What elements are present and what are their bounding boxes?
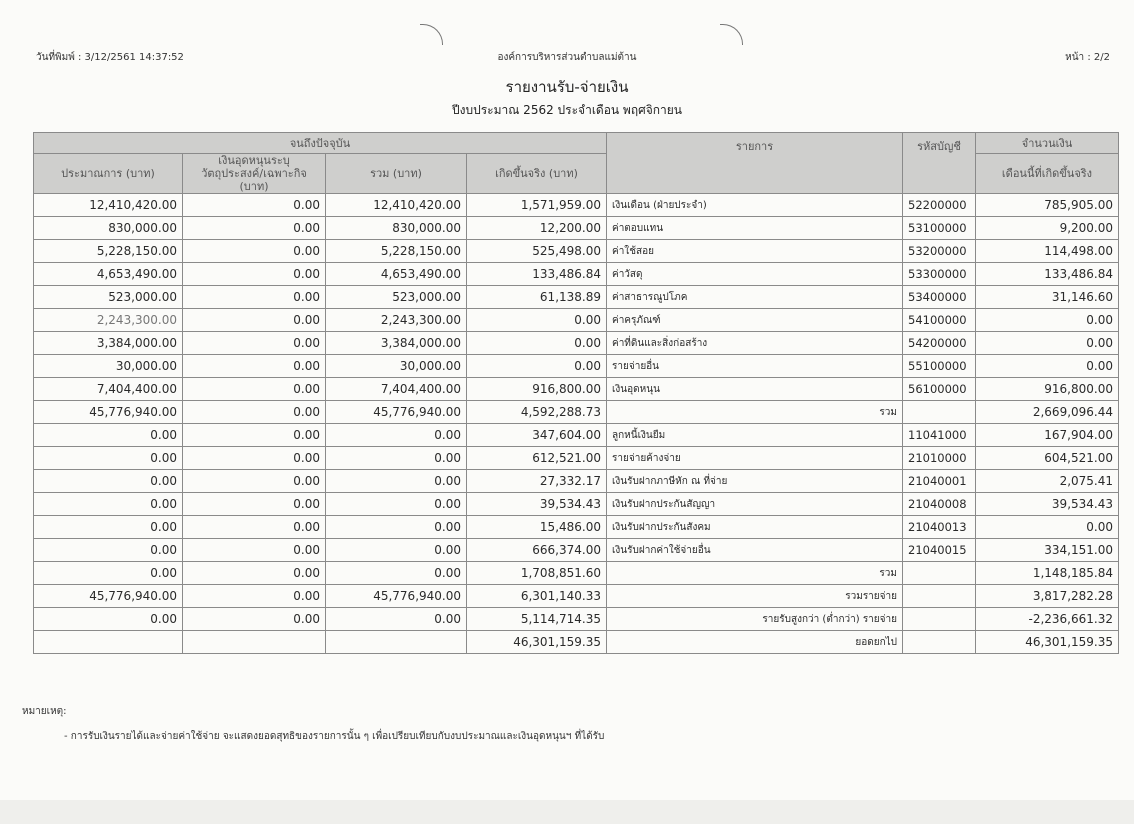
cell-description: ยอดยกไป bbox=[607, 631, 903, 654]
cell-month-actual: 0.00 bbox=[976, 516, 1119, 539]
cell-description: เงินรับฝากประกันสังคม bbox=[607, 516, 903, 539]
cell-budget: 0.00 bbox=[34, 447, 183, 470]
cell-budget: 2,243,300.00 bbox=[34, 309, 183, 332]
header-item: รายการ bbox=[607, 133, 903, 194]
cell-total: 0.00 bbox=[326, 470, 467, 493]
cell-total: 0.00 bbox=[326, 608, 467, 631]
header-subsidy: เงินอุดหนุนระบุวัตถุประสงค์/เฉพาะกิจ (บาท) bbox=[183, 154, 326, 194]
cell-subsidy bbox=[183, 631, 326, 654]
cell-account-code: 21040015 bbox=[903, 539, 976, 562]
cell-actual: 61,138.89 bbox=[467, 286, 607, 309]
cell-subsidy: 0.00 bbox=[183, 378, 326, 401]
cell-budget: 12,410,420.00 bbox=[34, 194, 183, 217]
cell-total: 830,000.00 bbox=[326, 217, 467, 240]
table-row bbox=[34, 355, 1119, 378]
cell-total: 45,776,940.00 bbox=[326, 401, 467, 424]
cell-description: เงินเดือน (ฝ่ายประจำ) bbox=[607, 194, 903, 217]
table-row bbox=[34, 539, 1119, 562]
cell-total: 12,410,420.00 bbox=[326, 194, 467, 217]
table-row bbox=[34, 562, 1119, 585]
cell-subsidy: 0.00 bbox=[183, 516, 326, 539]
cell-total: 0.00 bbox=[326, 424, 467, 447]
table-row bbox=[34, 240, 1119, 263]
organization-name: องค์การบริหารส่วนตำบลแม่ต้าน bbox=[497, 52, 637, 63]
table-row bbox=[34, 493, 1119, 516]
cell-actual: 4,592,288.73 bbox=[467, 401, 607, 424]
cell-total: 0.00 bbox=[326, 539, 467, 562]
cell-subsidy: 0.00 bbox=[183, 217, 326, 240]
cell-description: รวมรายจ่าย bbox=[607, 585, 903, 608]
cell-budget: 0.00 bbox=[34, 562, 183, 585]
cell-account-code: 53100000 bbox=[903, 217, 976, 240]
scan-background bbox=[0, 800, 1134, 824]
cell-budget: 7,404,400.00 bbox=[34, 378, 183, 401]
cell-subsidy: 0.00 bbox=[183, 194, 326, 217]
cell-budget: 0.00 bbox=[34, 516, 183, 539]
cell-description: เงินรับฝากภาษีหัก ณ ที่จ่าย bbox=[607, 470, 903, 493]
cell-budget: 4,653,490.00 bbox=[34, 263, 183, 286]
cell-month-actual: 3,817,282.28 bbox=[976, 585, 1119, 608]
cell-description: เงินรับฝากค่าใช้จ่ายอื่น bbox=[607, 539, 903, 562]
cell-subsidy: 0.00 bbox=[183, 401, 326, 424]
table-row bbox=[34, 286, 1119, 309]
cell-account-code: 53300000 bbox=[903, 263, 976, 286]
cell-account-code: 53400000 bbox=[903, 286, 976, 309]
cell-budget: 0.00 bbox=[34, 424, 183, 447]
print-date: วันที่พิมพ์ : 3/12/2561 14:37:52 bbox=[36, 52, 184, 63]
cell-actual: 6,301,140.33 bbox=[467, 585, 607, 608]
cell-month-actual: 31,146.60 bbox=[976, 286, 1119, 309]
cell-total: 523,000.00 bbox=[326, 286, 467, 309]
cell-month-actual: 785,905.00 bbox=[976, 194, 1119, 217]
cell-actual: 612,521.00 bbox=[467, 447, 607, 470]
notes-text: - การรับเงินรายได้และจ่ายค่าใช้จ่าย จะแสดงยอดสุทธิของรายการนั้น ๆ เพื่อเปรียบเทียบกับงบประมาณและเงินอุดหนุนฯ ที่ได้รับ bbox=[64, 731, 605, 742]
cell-actual: 0.00 bbox=[467, 309, 607, 332]
cell-total bbox=[326, 631, 467, 654]
cell-month-actual: 9,200.00 bbox=[976, 217, 1119, 240]
cell-actual: 12,200.00 bbox=[467, 217, 607, 240]
cell-account-code bbox=[903, 401, 976, 424]
report-subtitle: ปีงบประมาณ 2562 ประจำเดือน พฤศจิกายน bbox=[451, 103, 682, 117]
table-row bbox=[34, 217, 1119, 240]
cell-account-code bbox=[903, 562, 976, 585]
cell-account-code: 56100000 bbox=[903, 378, 976, 401]
cell-month-actual: 2,075.41 bbox=[976, 470, 1119, 493]
cell-subsidy: 0.00 bbox=[183, 286, 326, 309]
cell-account-code: 54200000 bbox=[903, 332, 976, 355]
cell-actual: 525,498.00 bbox=[467, 240, 607, 263]
cell-month-actual: 46,301,159.35 bbox=[976, 631, 1119, 654]
cell-subsidy: 0.00 bbox=[183, 493, 326, 516]
cell-subsidy: 0.00 bbox=[183, 539, 326, 562]
cell-month-actual: 39,534.43 bbox=[976, 493, 1119, 516]
table-row bbox=[34, 309, 1119, 332]
cell-total: 0.00 bbox=[326, 447, 467, 470]
cell-account-code: 21010000 bbox=[903, 447, 976, 470]
cell-month-actual: 0.00 bbox=[976, 355, 1119, 378]
cell-account-code bbox=[903, 608, 976, 631]
cell-actual: 46,301,159.35 bbox=[467, 631, 607, 654]
cell-total: 0.00 bbox=[326, 516, 467, 539]
cell-budget: 0.00 bbox=[34, 470, 183, 493]
cell-subsidy: 0.00 bbox=[183, 608, 326, 631]
cell-subsidy: 0.00 bbox=[183, 585, 326, 608]
cell-description: ค่าที่ดินและสิ่งก่อสร้าง bbox=[607, 332, 903, 355]
cell-month-actual: 334,151.00 bbox=[976, 539, 1119, 562]
cell-actual: 1,571,959.00 bbox=[467, 194, 607, 217]
table-row bbox=[34, 447, 1119, 470]
cell-description: รายจ่ายค้างจ่าย bbox=[607, 447, 903, 470]
cell-month-actual: 604,521.00 bbox=[976, 447, 1119, 470]
cell-month-actual: 133,486.84 bbox=[976, 263, 1119, 286]
cell-description: เงินรับฝากประกันสัญญา bbox=[607, 493, 903, 516]
cell-description: ค่าครุภัณฑ์ bbox=[607, 309, 903, 332]
cell-account-code: 21040001 bbox=[903, 470, 976, 493]
cell-month-actual: 0.00 bbox=[976, 332, 1119, 355]
cell-subsidy: 0.00 bbox=[183, 240, 326, 263]
cell-subsidy: 0.00 bbox=[183, 562, 326, 585]
cell-description: ลูกหนี้เงินยืม bbox=[607, 424, 903, 447]
cell-subsidy: 0.00 bbox=[183, 263, 326, 286]
cell-month-actual: 114,498.00 bbox=[976, 240, 1119, 263]
table-row bbox=[34, 585, 1119, 608]
cell-budget: 0.00 bbox=[34, 539, 183, 562]
cell-budget: 45,776,940.00 bbox=[34, 585, 183, 608]
cell-budget: 523,000.00 bbox=[34, 286, 183, 309]
cell-budget: 30,000.00 bbox=[34, 355, 183, 378]
table-row bbox=[34, 263, 1119, 286]
cell-subsidy: 0.00 bbox=[183, 424, 326, 447]
table-body bbox=[34, 194, 1119, 654]
table-row bbox=[34, 332, 1119, 355]
cell-actual: 5,114,714.35 bbox=[467, 608, 607, 631]
page-number: หน้า : 2/2 bbox=[1065, 52, 1110, 63]
cell-account-code: 21040008 bbox=[903, 493, 976, 516]
cell-description: ค่าตอบแทน bbox=[607, 217, 903, 240]
table-row bbox=[34, 424, 1119, 447]
cell-budget bbox=[34, 631, 183, 654]
cell-month-actual: 0.00 bbox=[976, 309, 1119, 332]
cell-actual: 27,332.17 bbox=[467, 470, 607, 493]
cell-month-actual: -2,236,661.32 bbox=[976, 608, 1119, 631]
cell-total: 7,404,400.00 bbox=[326, 378, 467, 401]
cell-description: เงินอุดหนุน bbox=[607, 378, 903, 401]
table-row bbox=[34, 401, 1119, 424]
cell-month-actual: 916,800.00 bbox=[976, 378, 1119, 401]
cell-description: ค่าสาธารณูปโภค bbox=[607, 286, 903, 309]
cell-month-actual: 2,669,096.44 bbox=[976, 401, 1119, 424]
notes-label: หมายเหตุ: bbox=[22, 706, 67, 717]
header-actual: เกิดขึ้นจริง (บาท) bbox=[467, 154, 607, 194]
table-row bbox=[34, 194, 1119, 217]
cell-budget: 45,776,940.00 bbox=[34, 401, 183, 424]
cell-account-code: 54100000 bbox=[903, 309, 976, 332]
header-month-actual: เดือนนี้ที่เกิดขึ้นจริง bbox=[976, 154, 1119, 194]
cell-actual: 347,604.00 bbox=[467, 424, 607, 447]
cell-account-code: 55100000 bbox=[903, 355, 976, 378]
cell-description: ค่าวัสดุ bbox=[607, 263, 903, 286]
cell-total: 2,243,300.00 bbox=[326, 309, 467, 332]
cell-total: 0.00 bbox=[326, 562, 467, 585]
cell-budget: 830,000.00 bbox=[34, 217, 183, 240]
cell-total: 3,384,000.00 bbox=[326, 332, 467, 355]
report-title: รายงานรับ-จ่ายเงิน bbox=[505, 78, 629, 96]
table-row bbox=[34, 378, 1119, 401]
table-row bbox=[34, 631, 1119, 654]
cell-account-code: 11041000 bbox=[903, 424, 976, 447]
header-account-code: รหัสบัญชี bbox=[903, 133, 976, 194]
cell-actual: 0.00 bbox=[467, 355, 607, 378]
cell-budget: 0.00 bbox=[34, 493, 183, 516]
cell-actual: 1,708,851.60 bbox=[467, 562, 607, 585]
table-row bbox=[34, 470, 1119, 493]
cell-actual: 39,534.43 bbox=[467, 493, 607, 516]
header-cumulative: จนถึงปัจจุบัน bbox=[34, 133, 607, 154]
cell-subsidy: 0.00 bbox=[183, 470, 326, 493]
cell-description: รายรับสูงกว่า (ต่ำกว่า) รายจ่าย bbox=[607, 608, 903, 631]
cell-subsidy: 0.00 bbox=[183, 447, 326, 470]
cell-subsidy: 0.00 bbox=[183, 332, 326, 355]
cell-actual: 15,486.00 bbox=[467, 516, 607, 539]
cell-description: รวม bbox=[607, 401, 903, 424]
cell-total: 5,228,150.00 bbox=[326, 240, 467, 263]
cell-month-actual: 1,148,185.84 bbox=[976, 562, 1119, 585]
cell-budget: 5,228,150.00 bbox=[34, 240, 183, 263]
cell-actual: 666,374.00 bbox=[467, 539, 607, 562]
cell-actual: 0.00 bbox=[467, 332, 607, 355]
cell-actual: 916,800.00 bbox=[467, 378, 607, 401]
cell-account-code: 52200000 bbox=[903, 194, 976, 217]
cell-subsidy: 0.00 bbox=[183, 309, 326, 332]
cell-total: 0.00 bbox=[326, 493, 467, 516]
cell-account-code: 53200000 bbox=[903, 240, 976, 263]
cell-account-code: 21040013 bbox=[903, 516, 976, 539]
header-amount: จำนวนเงิน bbox=[976, 133, 1119, 154]
table-row bbox=[34, 608, 1119, 631]
cell-subsidy: 0.00 bbox=[183, 355, 326, 378]
cell-total: 45,776,940.00 bbox=[326, 585, 467, 608]
cell-total: 4,653,490.00 bbox=[326, 263, 467, 286]
header-budget: ประมาณการ (บาท) bbox=[34, 154, 183, 194]
cell-account-code bbox=[903, 585, 976, 608]
table-row bbox=[34, 516, 1119, 539]
cell-description: ค่าใช้สอย bbox=[607, 240, 903, 263]
cell-month-actual: 167,904.00 bbox=[976, 424, 1119, 447]
cell-total: 30,000.00 bbox=[326, 355, 467, 378]
cell-actual: 133,486.84 bbox=[467, 263, 607, 286]
cell-budget: 0.00 bbox=[34, 608, 183, 631]
header-total: รวม (บาท) bbox=[326, 154, 467, 194]
cell-account-code bbox=[903, 631, 976, 654]
report-table bbox=[33, 132, 1119, 654]
cell-description: รวม bbox=[607, 562, 903, 585]
cell-description: รายจ่ายอื่น bbox=[607, 355, 903, 378]
cell-budget: 3,384,000.00 bbox=[34, 332, 183, 355]
